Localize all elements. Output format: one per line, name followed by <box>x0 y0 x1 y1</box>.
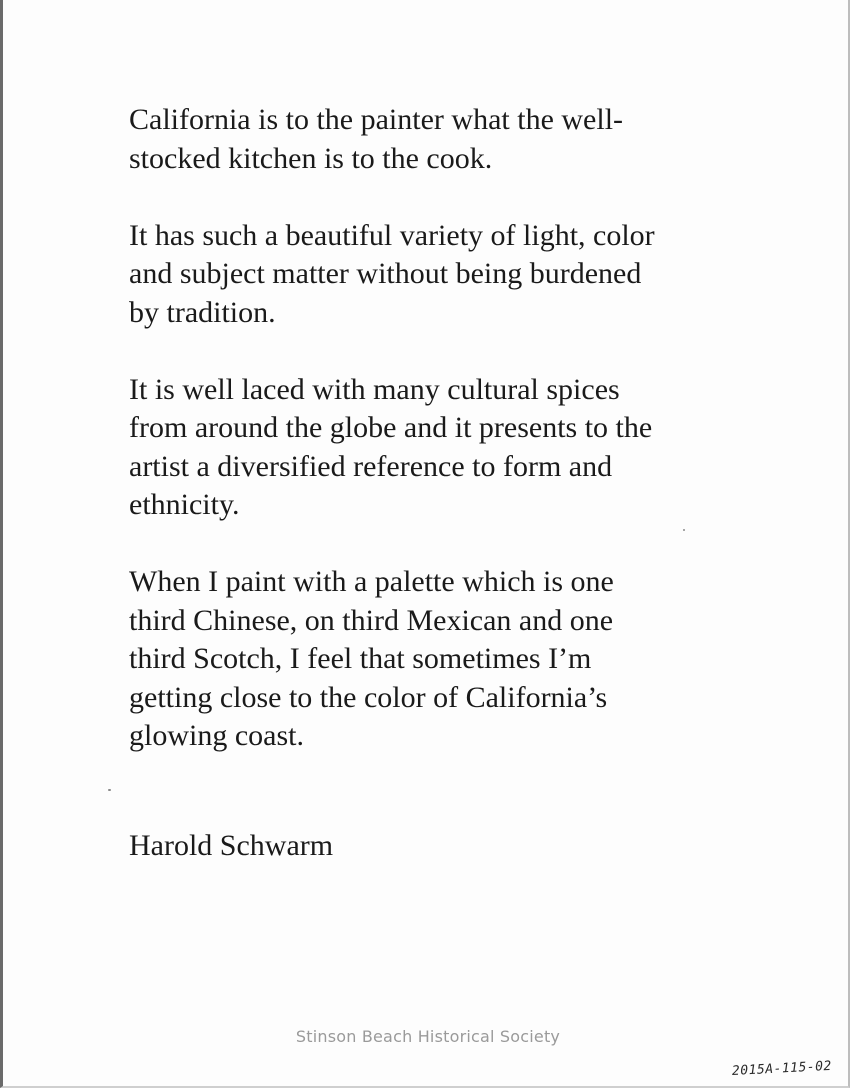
scan-speck <box>683 529 685 531</box>
text-line: and subject matter without being burdened <box>129 257 642 290</box>
paragraph-4 <box>129 563 769 756</box>
quote-body <box>129 101 769 794</box>
text-line: third Chinese, on third Mexican and one <box>129 603 614 637</box>
text-line: When I paint with a palette which is one <box>129 565 614 598</box>
paragraph-2 <box>129 217 769 333</box>
text-line: third Scotch, I feel that sometimes I’m <box>129 642 592 675</box>
text-line: It has such a beautiful variety of light, color <box>129 218 655 252</box>
paragraph-3 <box>129 371 769 525</box>
text-line: glowing coast. <box>129 719 304 752</box>
author-signature: Harold Schwarm <box>129 829 334 862</box>
accession-number: 2015A-115-02 <box>731 1058 833 1079</box>
scan-speck <box>108 789 111 791</box>
watermark: Stinson Beach Historical Society <box>295 1027 561 1046</box>
text-line: by tradition. <box>129 295 276 329</box>
text-line: from around the globe and it presents to the <box>129 411 653 444</box>
paragraph-1 <box>129 101 769 178</box>
text-line: It is well laced with many cultural spices <box>129 372 620 406</box>
text-line: stocked kitchen is to the cook. <box>129 141 493 175</box>
text-line: getting close to the color of California’s <box>129 680 608 714</box>
text-line: California is to the painter what the well- <box>129 103 624 136</box>
text-line: artist a diversified reference to form and <box>129 449 613 483</box>
text-line: ethnicity. <box>129 488 240 521</box>
